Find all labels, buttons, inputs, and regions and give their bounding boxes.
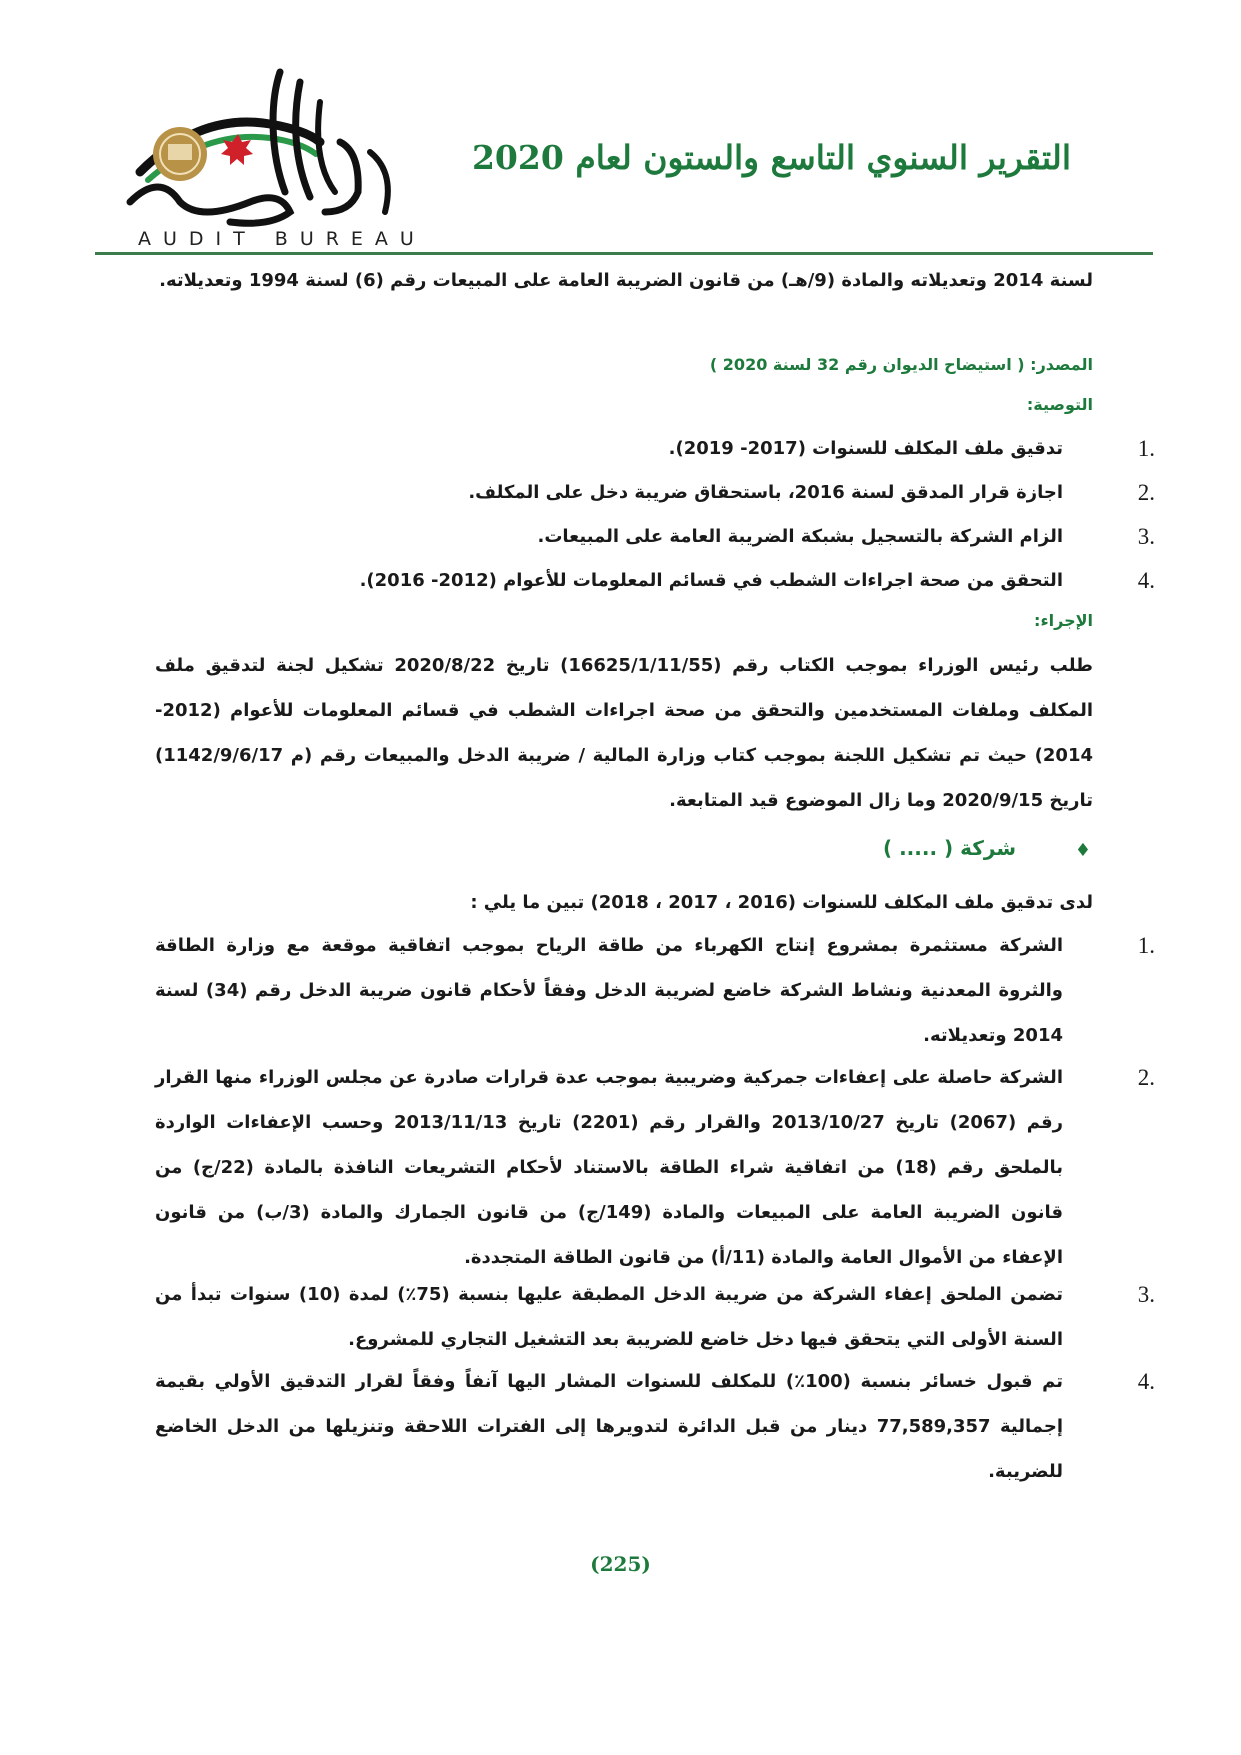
recommendation-item: [155, 514, 1155, 559]
item-number: .2: [1137, 480, 1155, 505]
item-text: التحقق من صحة اجراءات الشطب في قسائم المعلومات للأعوام (2012- 2016).: [359, 570, 1063, 591]
item-text: تضمن الملحق إعفاء الشركة من ضريبة الدخل المطبقة عليها بنسبة (75٪) لمدة (10) سنوات تبدأ من السنة الأولى التي يتحقق فيها دخل خاضع للضريبة بعد التشغيل التجاري للمشروع.: [155, 1284, 1064, 1350]
finding-item: [155, 1359, 1155, 1494]
source-note: المصدر: ( استيضاح الديوان رقم 32 لسنة 2020 ): [709, 355, 1093, 374]
recommendation-item: [155, 426, 1155, 471]
diamond-bullet-icon: ♦: [1074, 840, 1091, 861]
item-text: الزام الشركة بالتسجيل بشبكة الضريبة العامة على المبيعات.: [537, 526, 1063, 547]
logo-english-text: AUDIT BUREAU: [138, 228, 426, 250]
item-number: .4: [1137, 568, 1155, 593]
item-text: اجازة قرار المدقق لسنة 2016، باستحقاق ضريبة دخل على المكلف.: [468, 482, 1063, 503]
report-title: التقرير السنوي التاسع والستون لعام 2020: [471, 138, 1071, 177]
recommendation-heading: التوصية:: [1026, 395, 1093, 414]
recommendation-item: [155, 470, 1155, 515]
recommendation-item: [155, 558, 1155, 603]
action-heading: الإجراء:: [1034, 611, 1093, 630]
page-number: (225): [590, 1552, 651, 1576]
continuation-paragraph: لسنة 2014 وتعديلاته والمادة (9/هـ) من قانون الضريبة العامة على المبيعات رقم (6) لسنة 1994 وتعديلاته.: [159, 270, 1093, 291]
item-number: .2: [1137, 1065, 1155, 1090]
finding-item: [155, 923, 1155, 1058]
item-number: .1: [1137, 933, 1155, 958]
item-number: .3: [1137, 1282, 1155, 1307]
item-number: .3: [1137, 524, 1155, 549]
header-divider: [95, 252, 1153, 255]
company-intro: لدى تدقيق ملف المكلف للسنوات (2016 ، 2017 ، 2018) تبين ما يلي :: [470, 892, 1093, 913]
item-number: .4: [1137, 1369, 1155, 1394]
finding-item: [155, 1055, 1155, 1280]
item-number: .1: [1137, 436, 1155, 461]
finding-item: [155, 1272, 1155, 1362]
item-text: تدقيق ملف المكلف للسنوات (2017- 2019).: [668, 438, 1063, 459]
item-text: الشركة مستثمرة بمشروع إنتاج الكهرباء من طاقة الرياح بموجب اتفاقية موقعة مع وزارة الطاقة والثروة المعدنية ونشاط الشركة خاضع لضريبة الدخل وفقاً لأحكام قانون ضريبة الدخل رقم (34) لسنة 2014 وتعديلاته.: [155, 935, 1063, 1046]
item-text: الشركة حاصلة على إعفاءات جمركية وضريبية بموجب عدة قرارات صادرة عن مجلس الوزراء منها القرار رقم (2067) تاريخ 2013/10/27 والقرار رقم (2201) تاريخ 2013/11/13 وحسب الإعفاءات الواردة بالملحق رقم (18) من اتفاقية شراء الطاقة بالاستناد لأحكام التشريعات النافذة بالمادة (22/ج) من قانون الضريبة العامة على المبيعات والمادة (149/ج) من قانون الجمارك والمادة (3/ب) من قانون الإعفاء من الأموال العامة والمادة (11/أ) من قانون الطاقة المتجددة.: [155, 1067, 1064, 1268]
company-heading: شركة ( ..... ): [882, 836, 1016, 860]
item-text: تم قبول خسائر بنسبة (100٪) للمكلف للسنوات المشار اليها آنفاً وفقاً لقرار التدقيق الأولي بقيمة إجمالية 77,589,357 دينار من قبل الدائرة لتدويرها إلى الفترات اللاحقة وتنزيلها من الدخل الخاضع للضريبة.: [155, 1371, 1063, 1482]
action-paragraph: طلب رئيس الوزراء بموجب الكتاب رقم (16625/1/11/55) تاريخ 2020/8/22 تشكيل لجنة لتدقيق ملف المكلف وملفات المستخدمين والتحقق من صحة اجراءات الشطب في قسائم المعلومات للأعوام (2012-2014) حيث تم تشكيل اللجنة بموجب كتاب وزارة المالية / ضريبة الدخل والمبيعات رقم (م 1142/9/6/17) تاريخ 2020/9/15 وما زال الموضوع قيد المتابعة.: [155, 655, 1094, 811]
